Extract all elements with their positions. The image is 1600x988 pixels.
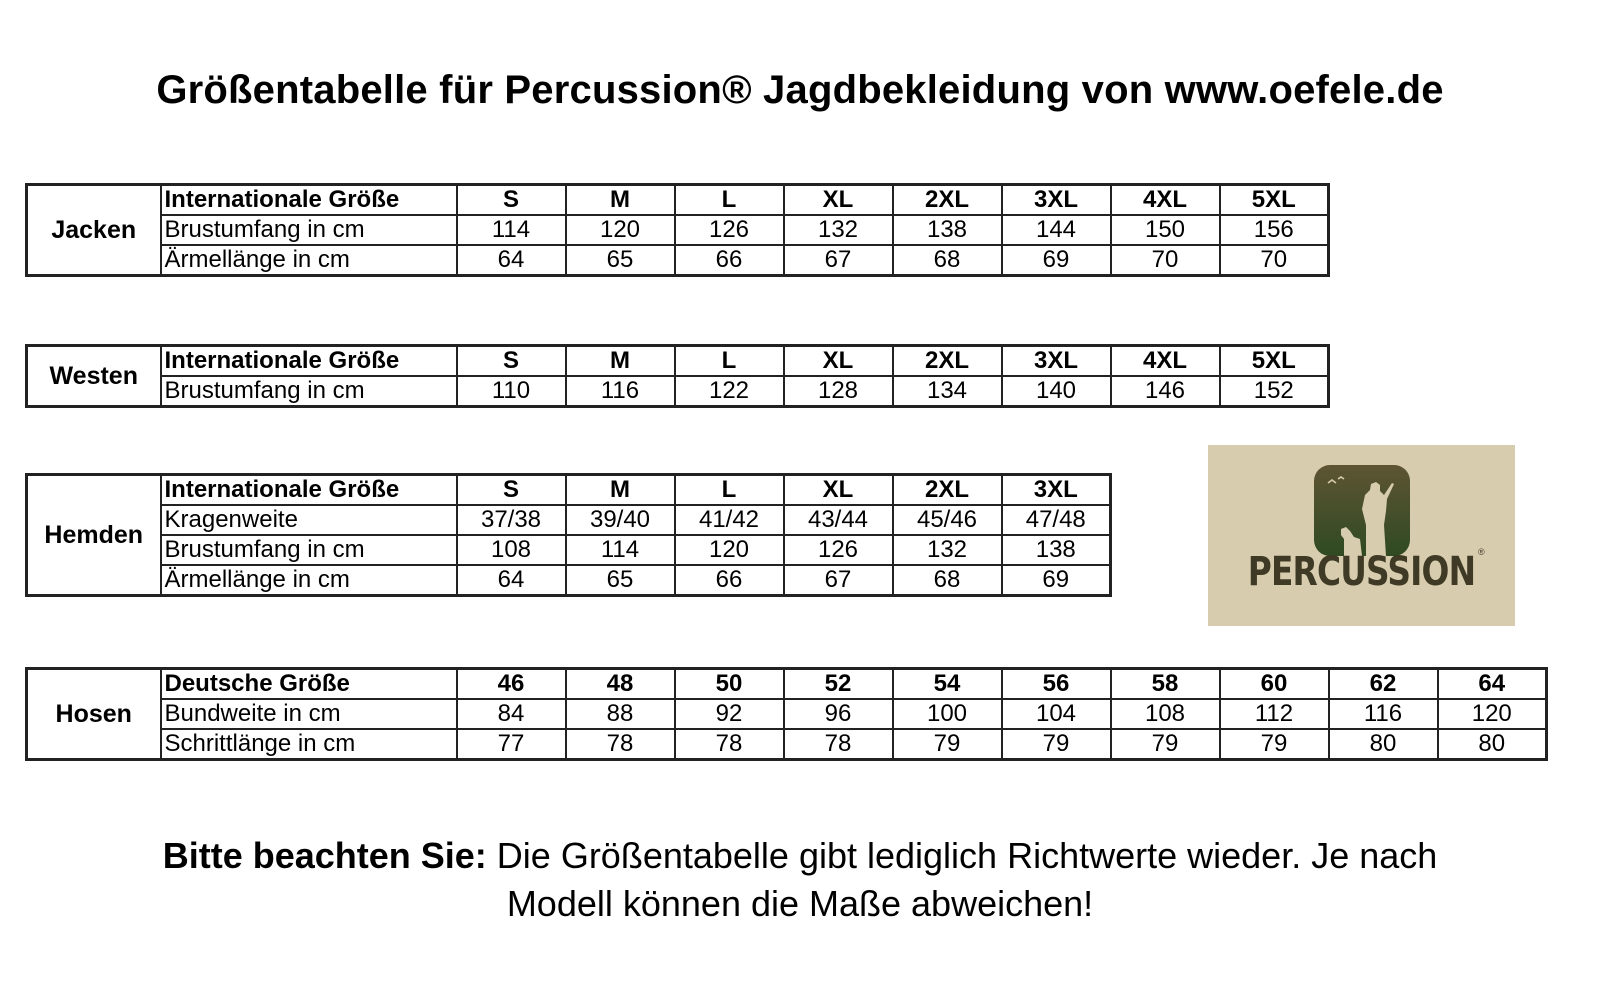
size-header-cell: L — [675, 185, 784, 216]
table-header-row — [27, 475, 1111, 506]
value-cell: 120 — [675, 535, 784, 565]
value-cell: 64 — [457, 245, 566, 276]
value-cell: 65 — [566, 245, 675, 276]
table-row — [27, 729, 1547, 760]
value-cell: 96 — [784, 699, 893, 729]
value-cell: 132 — [893, 535, 1002, 565]
table-header-row — [27, 185, 1329, 216]
category-label: Hemden — [27, 475, 161, 596]
jacken-size-table — [25, 183, 1330, 277]
row-label: Deutsche Größe — [161, 669, 457, 700]
value-cell: 126 — [784, 535, 893, 565]
size-header-cell: S — [457, 346, 566, 377]
value-cell: 110 — [457, 376, 566, 407]
page-title: Größentabelle für Percussion® Jagdbekleidung von www.oefele.de — [156, 68, 1444, 112]
size-header-cell: 64 — [1438, 669, 1547, 700]
size-header-cell: 4XL — [1111, 346, 1220, 377]
value-cell: 120 — [1438, 699, 1547, 729]
size-header-cell: 52 — [784, 669, 893, 700]
value-cell: 108 — [1111, 699, 1220, 729]
value-cell: 79 — [1002, 729, 1111, 760]
row-label: Internationale Größe — [161, 346, 457, 377]
value-cell: 138 — [1002, 535, 1111, 565]
value-cell: 69 — [1002, 565, 1111, 596]
value-cell: 114 — [566, 535, 675, 565]
size-header-cell: XL — [784, 346, 893, 377]
note-line-1: Die Größentabelle gibt lediglich Richtwerte wieder. Je nach — [486, 835, 1438, 876]
value-cell: 67 — [784, 565, 893, 596]
row-label: Schrittlänge in cm — [161, 729, 457, 760]
size-header-cell: XL — [784, 475, 893, 506]
size-header-cell: M — [566, 185, 675, 216]
value-cell: 79 — [893, 729, 1002, 760]
value-cell: 92 — [675, 699, 784, 729]
value-cell: 37/38 — [457, 505, 566, 535]
size-header-cell: 3XL — [1002, 346, 1111, 377]
value-cell: 78 — [675, 729, 784, 760]
logo-registered-mark: ® — [1478, 547, 1485, 557]
value-cell: 140 — [1002, 376, 1111, 407]
category-label: Hosen — [27, 669, 161, 760]
table-row — [27, 505, 1111, 535]
table-row — [27, 215, 1329, 245]
value-cell: 122 — [675, 376, 784, 407]
value-cell: 108 — [457, 535, 566, 565]
size-header-cell: XL — [784, 185, 893, 216]
row-label: Bundweite in cm — [161, 699, 457, 729]
size-header-cell: 62 — [1329, 669, 1438, 700]
row-label: Brustumfang in cm — [161, 535, 457, 565]
size-header-cell: 3XL — [1002, 185, 1111, 216]
row-label: Kragenweite — [161, 505, 457, 535]
size-header-cell: 46 — [457, 669, 566, 700]
size-header-cell: 60 — [1220, 669, 1329, 700]
category-label: Westen — [27, 346, 161, 407]
value-cell: 65 — [566, 565, 675, 596]
value-cell: 138 — [893, 215, 1002, 245]
value-cell: 41/42 — [675, 505, 784, 535]
size-header-cell: 48 — [566, 669, 675, 700]
size-header-cell: M — [566, 346, 675, 377]
value-cell: 47/48 — [1002, 505, 1111, 535]
size-header-cell: L — [675, 475, 784, 506]
value-cell: 112 — [1220, 699, 1329, 729]
size-header-cell: S — [457, 475, 566, 506]
value-cell: 152 — [1220, 376, 1329, 407]
size-header-cell: 56 — [1002, 669, 1111, 700]
value-cell: 78 — [784, 729, 893, 760]
size-header-cell: S — [457, 185, 566, 216]
size-header-cell: 4XL — [1111, 185, 1220, 216]
value-cell: 45/46 — [893, 505, 1002, 535]
size-header-cell: 50 — [675, 669, 784, 700]
table-row — [27, 245, 1329, 276]
value-cell: 84 — [457, 699, 566, 729]
table-row — [27, 376, 1329, 407]
value-cell: 104 — [1002, 699, 1111, 729]
size-header-cell: 3XL — [1002, 475, 1111, 506]
size-header-cell: 58 — [1111, 669, 1220, 700]
size-header-cell: 2XL — [893, 475, 1002, 506]
row-label: Brustumfang in cm — [161, 376, 457, 407]
value-cell: 116 — [1329, 699, 1438, 729]
value-cell: 78 — [566, 729, 675, 760]
size-header-cell: L — [675, 346, 784, 377]
category-label: Jacken — [27, 185, 161, 276]
value-cell: 66 — [675, 565, 784, 596]
row-label: Ärmellänge in cm — [161, 565, 457, 596]
row-label: Internationale Größe — [161, 185, 457, 216]
row-label: Ärmellänge in cm — [161, 245, 457, 276]
size-header-cell: 2XL — [893, 185, 1002, 216]
percussion-logo — [1208, 445, 1515, 626]
value-cell: 116 — [566, 376, 675, 407]
value-cell: 88 — [566, 699, 675, 729]
value-cell: 144 — [1002, 215, 1111, 245]
value-cell: 69 — [1002, 245, 1111, 276]
table-row — [27, 699, 1547, 729]
note-bold-lead: Bitte beachten Sie: — [162, 835, 487, 876]
value-cell: 64 — [457, 565, 566, 596]
value-cell: 80 — [1329, 729, 1438, 760]
hunter-dog-icon — [1314, 465, 1410, 556]
logo-wordmark: PERCUSSION — [1247, 549, 1476, 595]
size-header-cell: 54 — [893, 669, 1002, 700]
value-cell: 80 — [1438, 729, 1547, 760]
row-label: Brustumfang in cm — [161, 215, 457, 245]
value-cell: 68 — [893, 565, 1002, 596]
value-cell: 132 — [784, 215, 893, 245]
value-cell: 150 — [1111, 215, 1220, 245]
value-cell: 70 — [1220, 245, 1329, 276]
table-header-row — [27, 346, 1329, 377]
value-cell: 39/40 — [566, 505, 675, 535]
disclaimer-note — [0, 832, 1600, 928]
value-cell: 126 — [675, 215, 784, 245]
note-line-2: Modell können die Maße abweichen! — [506, 883, 1094, 924]
table-row — [27, 565, 1111, 596]
size-header-cell: 5XL — [1220, 185, 1329, 216]
westen-size-table — [25, 344, 1330, 408]
value-cell: 77 — [457, 729, 566, 760]
value-cell: 79 — [1220, 729, 1329, 760]
value-cell: 70 — [1111, 245, 1220, 276]
value-cell: 146 — [1111, 376, 1220, 407]
value-cell: 79 — [1111, 729, 1220, 760]
value-cell: 43/44 — [784, 505, 893, 535]
value-cell: 66 — [675, 245, 784, 276]
value-cell: 100 — [893, 699, 1002, 729]
size-header-cell: M — [566, 475, 675, 506]
size-header-cell: 5XL — [1220, 346, 1329, 377]
row-label: Internationale Größe — [161, 475, 457, 506]
hemden-size-table — [25, 473, 1112, 597]
size-header-cell: 2XL — [893, 346, 1002, 377]
table-header-row — [27, 669, 1547, 700]
value-cell: 134 — [893, 376, 1002, 407]
table-row — [27, 535, 1111, 565]
value-cell: 114 — [457, 215, 566, 245]
value-cell: 156 — [1220, 215, 1329, 245]
value-cell: 128 — [784, 376, 893, 407]
value-cell: 67 — [784, 245, 893, 276]
value-cell: 120 — [566, 215, 675, 245]
value-cell: 68 — [893, 245, 1002, 276]
hosen-size-table — [25, 667, 1548, 761]
